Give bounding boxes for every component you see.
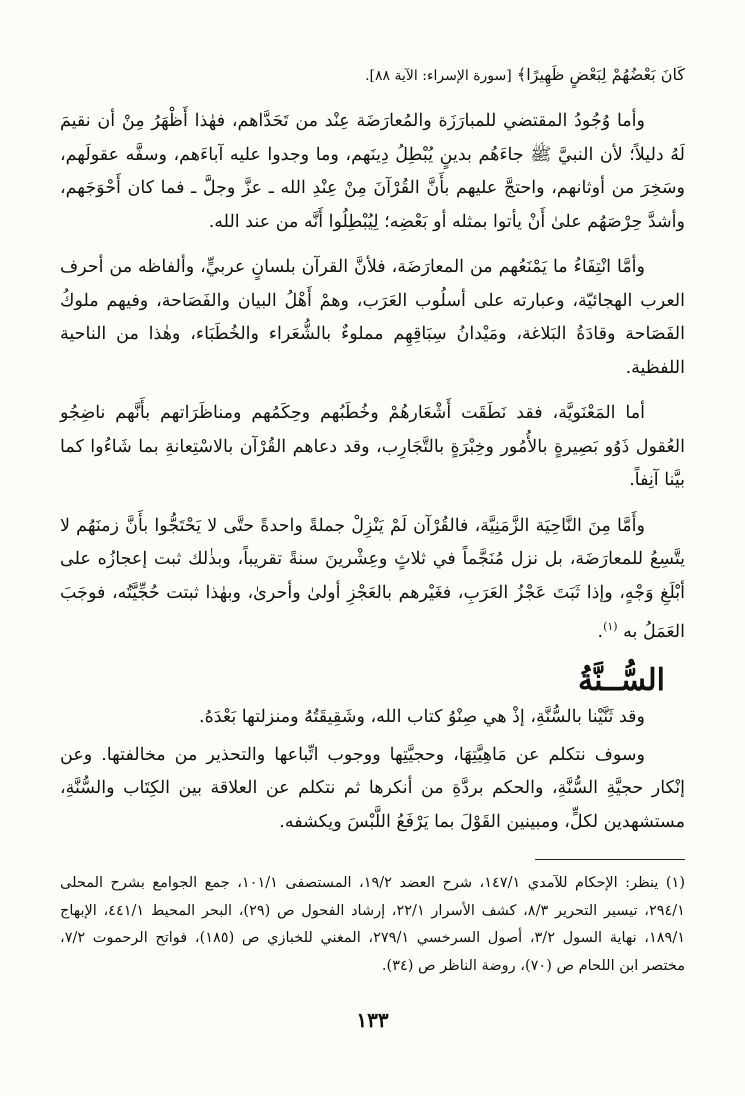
verse-reference: [سورة الإسراء: الآية ٨٨]. (365, 68, 512, 84)
footnote-divider (535, 859, 685, 860)
page-number: ١٣٣ (356, 1008, 389, 1032)
paragraph-semantic: أما المَعْنَويَّة، فقد نَطَقَت أَشْعَارهُمْ وخُطَبُهم وحِكَمُهم ومناظَرَاتهم بأَنَّهم ناضِجُو العُقول ذَوُو بَصِيرةٍ بالأُمُور وخِبْرَةٍ بالتَّجَارِب، وقد دعاهم القُرْآن بالاسْتِعانةِ بما شَاءُوا كما بيَّنا آنِفاً. (60, 403, 685, 490)
section-title-sunnah: السُّــنَّةُ (578, 663, 665, 699)
paragraph-temporal-text: وأَمَّا مِنَ النَّاحِيَة الزَّمَنِيَّة، فالقُرْآن لَمْ يَنْزِلْ جملةً واحدةً حتَّى لا يَحْتَجُّوا بأَنَّ زمنَهُم لا يتَّسِعُ للمعارَضَة، بل نزل مُنَجَّماً في ثلاثٍ وعِشْرينَ سنةً تقريباً، وبذٰلك ثبت إعجازُه على أبْلَغِ وَجْهٍ، وإذا ثَبَتَ عَجْزُ العَرَبِ، فغَيْرهم بالعَجْزِ أولىٰ وأحرىٰ، وبهٰذا ثبتت حُجِّيَّتُه، فوجَبَ العَمَلُ به (60, 515, 685, 642)
quran-verse-continuation (60, 62, 685, 89)
paragraph-linguistic: وأمَّا انْتِفَاءُ ما يَمْنَعُهم من المعارَضَة، فلأنَّ القرآن بلسانٍ عربيٍّ، وألفاظه من أحرف العرب الهجائيّة، وعبارته على أسلُوب العَرَب، وهمْ أَهْلُ البيان والفَصَاحة، وفيهم ملوكُ الفَصَاحة وقادَةُ البَلاغة، ومَيْدانُ سِبَاقِهِم مملوءٌ بالشُّعَراء والخُطَبَاء، وهٰذا من الناحية اللفظية. (60, 257, 685, 378)
footnote-marker[interactable]: (١) (603, 620, 618, 633)
paragraph-sunnah-outline: وسوف نتكلم عن مَاهِيَّتِهَا، وحجيَّتِها ووجوب اتِّباعها والتحذير من مخالفتها. وعن إنْكار حجيَّةِ السُّنَّةِ، والحكم بردَّةِ من أنكرها ثم نتكلم عن العلاقة بين الكِتَاب والسُّنَّةِ، مستشهدين لكلٍّ، ومبينين القَوْلَ بما يَرْفَعُ اللَّبْسَ ويكشفه. (60, 744, 685, 832)
paragraph-temporal: وأَمَّا مِنَ النَّاحِيَة الزَّمَنِيَّة، فالقُرْآن لَمْ يَنْزِلْ جملةً واحدةً حتَّى لا يَحْتَجُّوا بأَنَّ زمنَهُم لا يتَّسِعُ للمعارَضَة، بل نزل مُنَجَّماً في ثلاثٍ وعِشْرينَ سنةً تقريباً، وبذٰلك ثبت إعجازُه على أبْلَغِ وَجْهٍ، وإذا ثَبَتَ عَجْزُ العَرَبِ، فغَيْرهم بالعَجْزِ أولىٰ وأحرىٰ، وبهٰذا ثبتت حُجِّيَّتُه، فوجَبَ العَمَلُ به $^{(١)}$. (60, 515, 685, 642)
footnote: (١) ينظر: الإحكام للآمدي ١٤٧/١، شرح العضد ١٩/٢، المستصفى ١٠١/١، جمع الجوامع بشرح المحلى ٢٩٤/١، تيسير التحرير ٨/٣، كشف الأسرار ٢٢/١، إرشاد الفحول ص (٢٩)، البحر المحيط ٤٤١/١، الإبهاج ١٨٩/١، نهاية السول ٣/٢، أصول السرخسي ٢٧٩/١، المغني للخبازي ص (١٨٥)، فواتح الرحموت ٧/٢، مختصر ابن اللحام ص (٧٠)، روضة الناظر ص (٣٤). (60, 875, 686, 974)
paragraph-sunnah-intro: وقد ثَنَّيْنا بالسُّنَّةِ، إذْ هي صِنْوُ كتاب الله، وشَقِيقَتُهُ ومنزلتها بَعْدَهُ. (199, 707, 645, 728)
verse-text: كَانَ بَعْضُهُمْ لِبَعْضٍ ظَهِيرًا﴾ (516, 65, 685, 84)
paragraph-challenge: وأما وُجُودُ المقتضي للمبارَزَة والمُعارَضَة عِنْد من تَحَدَّاهم، فهٰذا أَظْهَرُ مِنْ أن نقيمَ لَهُ دليلاً؛ لأن النبيَّ ﷺ جاءَهُم بدينٍ يُبْطِلُ دِينَهم، وما وجدوا عليه آباءَهم، وسفَّه عقولَهم، وسَخِرَ من أوثانهم، واحتجَّ عليهم بأَنَّ القُرْآنَ مِنْ عِنْدِ الله ـ عزَّ وجلَّ ـ فما كان أَحْوَجَهم، وأشدَّ حِرْصَهُم علىٰ أَنْ يأتوا بمثله أو بَعْضِه؛ لِيُبْطِلُوا أَنَّه من عند الله. (60, 111, 685, 232)
